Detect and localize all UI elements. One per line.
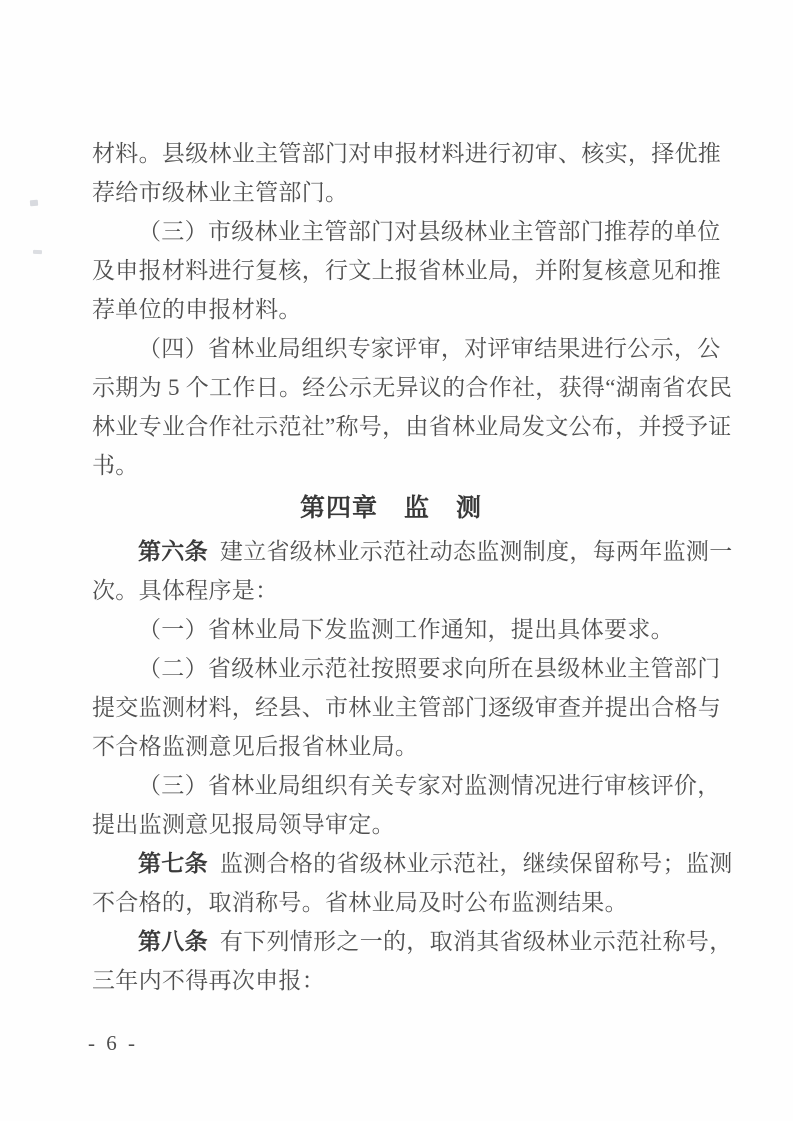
scan-speck [33,250,42,254]
text-line [92,922,733,961]
text-line [92,532,733,571]
article-number: 第七条 [138,851,208,876]
text-line: （一）省林业局下发监测工作通知，提出具体要求。 [138,617,674,642]
scan-speck [30,200,38,207]
text-line: 不合格监测意见后报省林业局。 [92,734,419,759]
article-number: 第八条 [138,929,208,954]
text-line: 及申报材料进行复核，行文上报省林业局，并附复核意见和推 [92,258,722,283]
article-number: 第六条 [138,539,208,564]
article-text: 建立省级林业示范社动态监测制度，每两年监测一 [219,539,733,564]
text-line: 不合格的，取消称号。省林业局及时公布监测结果。 [92,890,628,915]
text-line: （三）省林业局组织有关专家对监测情况进行审核评价， [138,773,721,798]
text-line: 书。 [92,453,139,478]
page-number: - 6 - [88,1031,138,1055]
text-line: 荐单位的申报材料。 [92,297,302,322]
text-line: 次。具体程序是： [92,578,279,603]
article-text: 有下列情形之一的，取消其省级林业示范社称号， [219,929,733,954]
text-line: 提交监测材料，经县、市林业主管部门逐级审查并提出合格与 [92,695,722,720]
text-line: （三）市级林业主管部门对县级林业主管部门推荐的单位 [138,219,721,244]
text-line [92,844,733,883]
text-line: 三年内不得再次申报： [92,968,325,993]
section-heading: 第四章 监 测 [299,495,482,522]
text-line: 提出监测意见报局领导审定。 [92,812,395,837]
text-line: （四）省林业局组织专家评审，对评审结果进行公示，公 [138,336,721,361]
article-text: 监测合格的省级林业示范社，继续保留称号；监测 [219,851,733,876]
body-text [92,134,733,1000]
text-line: （二）省级林业示范社按照要求向所在县级林业主管部门 [138,656,721,681]
text-line: 材料。县级林业主管部门对申报材料进行初审、核实，择优推 [92,141,722,166]
text-line: 示期为 5 个工作日。经公示无异议的合作社，获得“湖南省农民 [92,375,733,400]
text-line: 林业专业合作社示范社”称号，由省林业局发文公布，并授予证 [92,414,732,439]
text-line: 荐给市级林业主管部门。 [92,180,349,205]
